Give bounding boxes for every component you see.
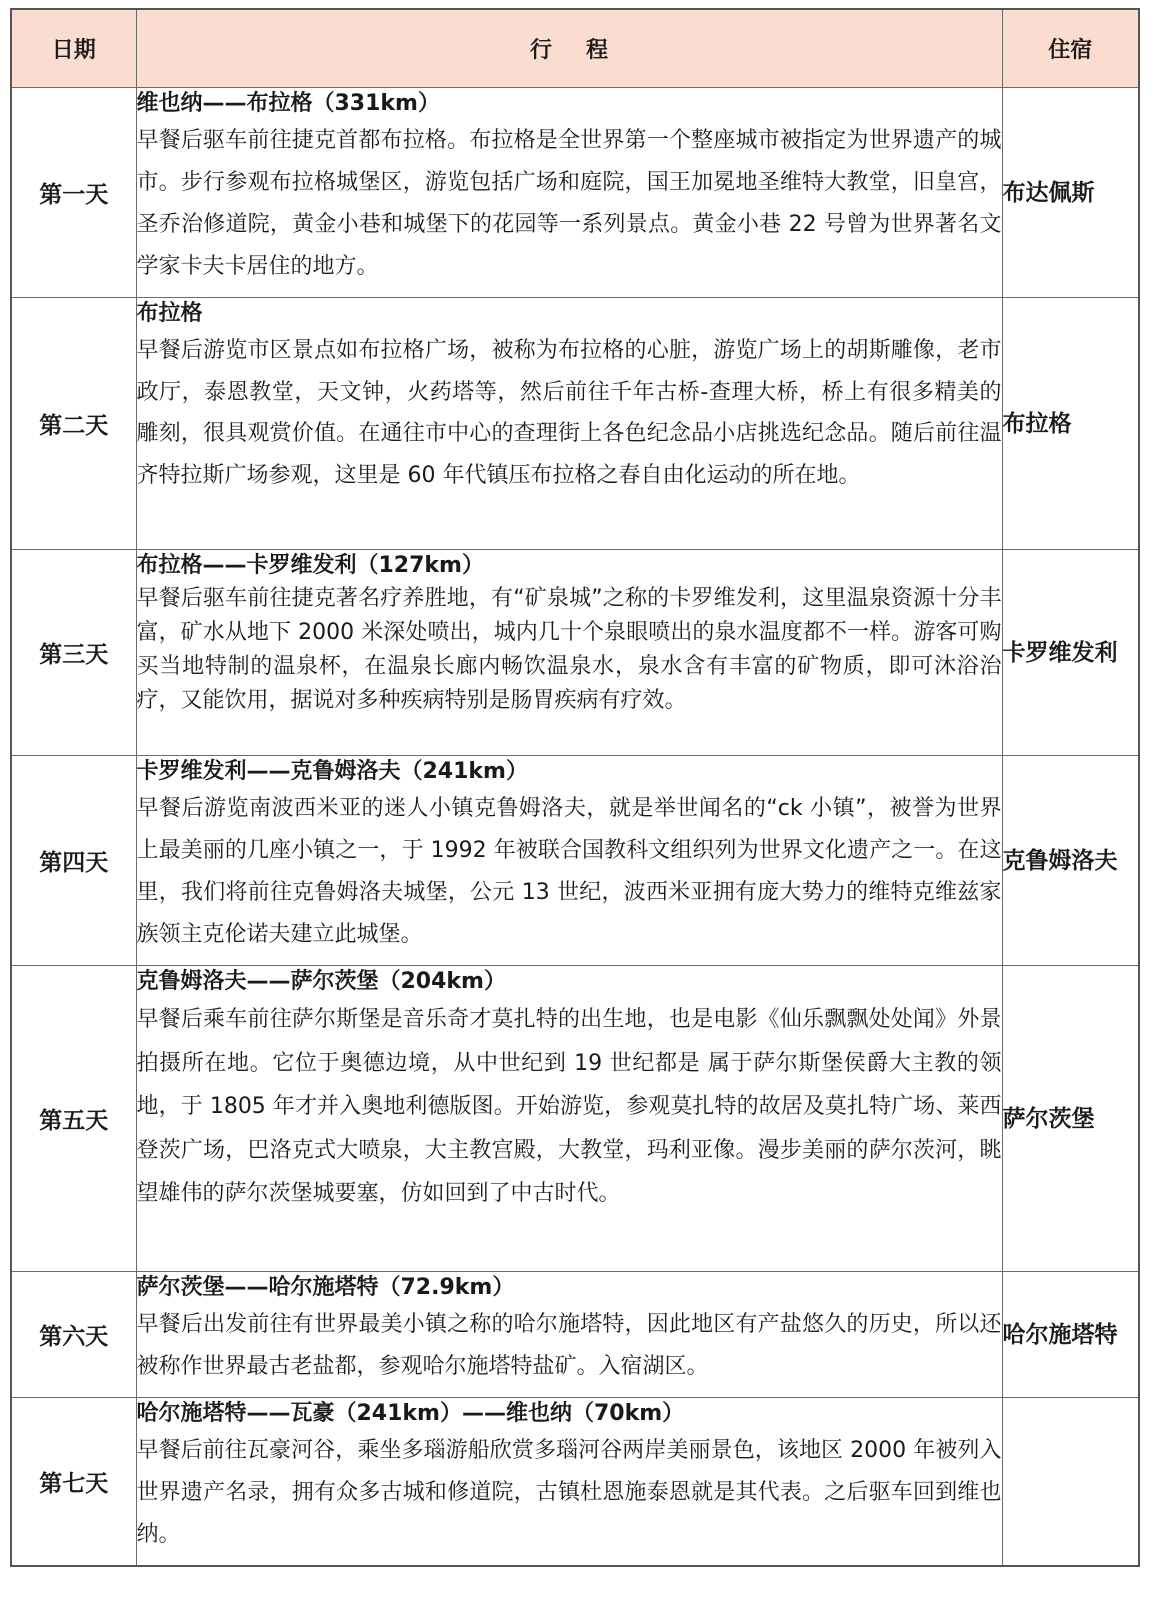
day-description: 早餐后出发前往有世界最美小镇之称的哈尔施塔特，因此地区有产盐悠久的历史，所以还被称作世界最古老盐都，参观哈尔施塔特盐矿。入宿湖区。	[136, 1312, 1002, 1379]
day-route: 布拉格	[136, 301, 203, 326]
day-detail	[136, 756, 1002, 966]
day-detail	[136, 298, 1002, 550]
day-detail	[136, 966, 1002, 1272]
day-lodging: 卡罗维发利	[1002, 550, 1139, 756]
day-label: 第七天	[11, 1398, 136, 1566]
day-route: 克鲁姆洛夫——萨尔茨堡（204km）	[136, 969, 506, 994]
day-description: 早餐后游览市区景点如布拉格广场，被称为布拉格的心脏，游览广场上的胡斯雕像，老市政厅，泰恩教堂，天文钟，火药塔等，然后前往千年古桥-查理大桥，桥上有很多精美的雕刻，很具观赏价值。在通往市中心的查理街上各色纪念品小店挑选纪念品。随后前往温齐特拉斯广场参观，这里是 60 年代镇压布拉格之春自由化运动的所在地。	[136, 338, 1002, 488]
day-route: 维也纳——布拉格（331km）	[136, 91, 440, 116]
day-lodging: 布拉格	[1002, 298, 1139, 550]
header-lodging: 住宿	[1002, 9, 1139, 88]
day-label: 第六天	[11, 1272, 136, 1398]
day-row-1	[11, 88, 1139, 298]
day-row-7	[11, 1398, 1139, 1566]
day-label: 第五天	[11, 966, 136, 1272]
day-lodging	[1002, 1398, 1139, 1566]
day-detail	[136, 1272, 1002, 1398]
day-description: 早餐后游览南波西米亚的迷人小镇克鲁姆洛夫，就是举世闻名的“ck 小镇”，被誉为世界上最美丽的几座小镇之一，于 1992 年被联合国教科文组织列为世界文化遗产之一。在这里，我们将前往克鲁姆洛夫城堡，公元 13 世纪，波西米亚拥有庞大势力的维特克维兹家族领主克伦诺夫建立此城堡。	[136, 796, 1002, 947]
day-description: 早餐后乘车前往萨尔斯堡是音乐奇才莫扎特的出生地，也是电影《仙乐飘飘处处闻》外景拍摄所在地。它位于奥德边境，从中世纪到 19 世纪都是 属于萨尔斯堡侯爵大主教的领地，于 1805 年才并入奥地利德版图。开始游览，参观莫扎特的故居及莫扎特广场、莱西登茨广场，巴洛克式大喷泉，大主教宫殿，大教堂，玛利亚像。漫步美丽的萨尔茨河，眺望雄伟的萨尔茨堡城要塞，仿如回到了中古时代。	[136, 1007, 1002, 1206]
day-route: 卡罗维发利——克鲁姆洛夫（241km）	[136, 759, 528, 784]
day-label: 第一天	[11, 88, 136, 298]
day-row-3	[11, 550, 1139, 756]
day-row-4	[11, 756, 1139, 966]
day-route: 哈尔施塔特——瓦豪（241km）——维也纳（70km）	[136, 1401, 685, 1426]
itinerary-table	[10, 8, 1140, 1567]
header-row	[11, 9, 1139, 88]
day-lodging: 克鲁姆洛夫	[1002, 756, 1139, 966]
header-itinerary: 行程	[136, 9, 1002, 88]
day-lodging: 布达佩斯	[1002, 88, 1139, 298]
day-row-2	[11, 298, 1139, 550]
day-description: 早餐后驱车前往捷克首都布拉格。布拉格是全世界第一个整座城市被指定为世界遗产的城市。步行参观布拉格城堡区，游览包括广场和庭院，国王加冕地圣维特大教堂，旧皇宫，圣乔治修道院，黄金小巷和城堡下的花园等一系列景点。黄金小巷 22 号曾为世界著名文学家卡夫卡居住的地方。	[136, 128, 1002, 279]
day-route: 萨尔茨堡——哈尔施塔特（72.9km）	[136, 1275, 515, 1300]
day-label: 第三天	[11, 550, 136, 756]
day-detail	[136, 1398, 1002, 1566]
day-row-5	[11, 966, 1139, 1272]
day-detail	[136, 88, 1002, 298]
header-date: 日期	[11, 9, 136, 88]
day-label: 第四天	[11, 756, 136, 966]
day-description: 早餐后驱车前往捷克著名疗养胜地，有“矿泉城”之称的卡罗维发利，这里温泉资源十分丰富，矿水从地下 2000 米深处喷出，城内几十个泉眼喷出的泉水温度都不一样。游客可购买当地特制的温泉杯，在温泉长廊内畅饮温泉水，泉水含有丰富的矿物质，即可沐浴治疗，又能饮用，据说对多种疾病特别是肠胃疾病有疗效。	[136, 586, 1002, 713]
day-lodging: 萨尔茨堡	[1002, 966, 1139, 1272]
day-label: 第二天	[11, 298, 136, 550]
day-description: 早餐后前往瓦豪河谷，乘坐多瑙游船欣赏多瑙河谷两岸美丽景色，该地区 2000 年被列入世界遗产名录，拥有众多古城和修道院，古镇杜恩施泰恩就是其代表。之后驱车回到维也纳。	[136, 1438, 1002, 1547]
day-route: 布拉格——卡罗维发利（127km）	[136, 553, 484, 578]
day-row-6	[11, 1272, 1139, 1398]
day-detail	[136, 550, 1002, 756]
day-lodging: 哈尔施塔特	[1002, 1272, 1139, 1398]
